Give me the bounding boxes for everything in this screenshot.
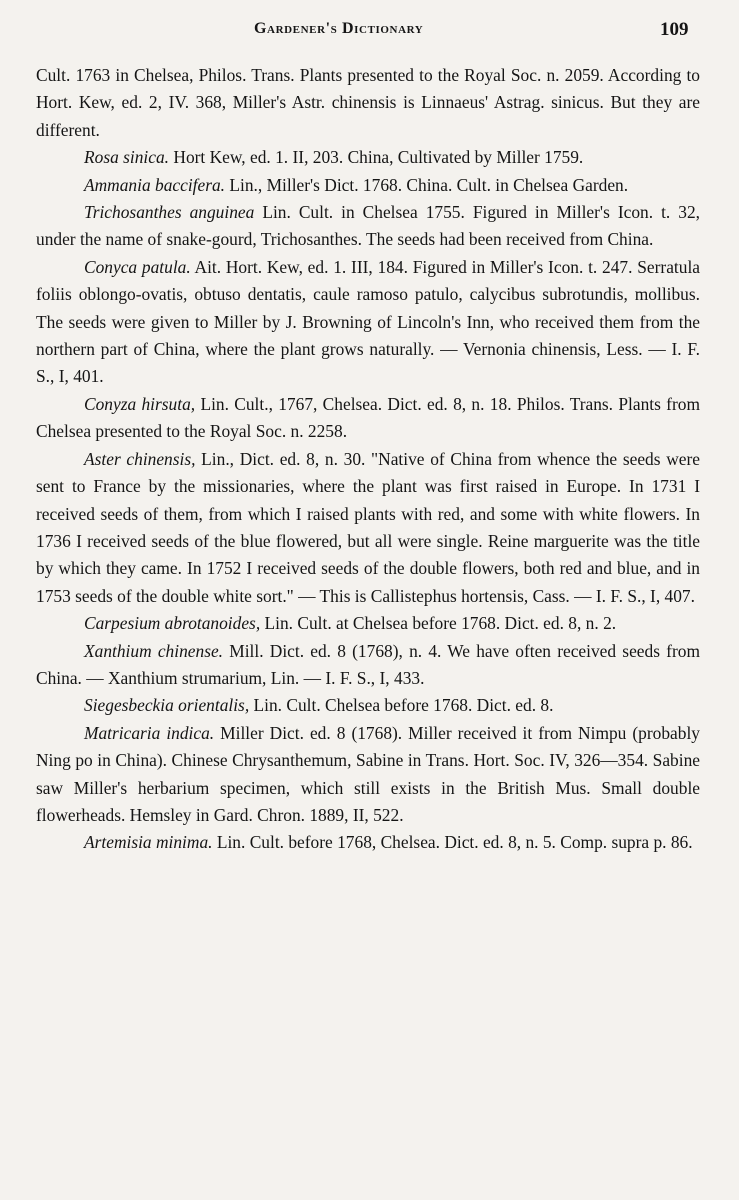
entry-text: Hort Kew, ed. 1. II, 203. China, Cultivated by Miller 1759. xyxy=(169,147,584,168)
entry-name: Carpesium abrotanoides, xyxy=(84,613,261,634)
entry-text: Lin. Cult. at Chelsea before 1768. Dict. ed. 8, n. 2. xyxy=(260,613,617,634)
entry-carpesium-abrotanoides xyxy=(36,610,700,637)
entry-name: Rosa sinica. xyxy=(84,147,170,168)
entry-matricaria-indica xyxy=(36,720,700,830)
page-number: 109 xyxy=(660,19,689,40)
entry-text: Mill. Dict. ed. 8 (1768), n. 4. We have often received seeds from China. — Xanthium strumarium, Lin. — I. F. S., I, 433. xyxy=(36,640,700,688)
entry-rosa-sinica xyxy=(36,144,700,171)
entry-name: Siegesbeckia orientalis, xyxy=(84,695,250,716)
entry-text: Lin. Cult. before 1768, Chelsea. Dict. ed. 8, n. 5. Comp. supra p. 86. xyxy=(212,832,693,853)
entry-ammania-baccifera xyxy=(36,172,700,199)
entry-text: Ait. Hort. Kew, ed. 1. III, 184. Figured in Miller's Icon. t. 247. Serratula foliis oblongo-ovatis, obtuso dentatis, caule ramoso patulo, calycibus subrotundis, mollibus. The seeds were given to Miller by J. Browning of Lincoln's Inn, who received them from the northern part of China, where the plant grows naturally. — Vernonia chinensis, Less. — I. F. S., I, 401. xyxy=(36,256,701,387)
entry-name: Ammania baccifera. xyxy=(84,174,226,195)
running-title: Gardener's Dictionary xyxy=(254,20,424,37)
entry-text: Cult. 1763 in Chelsea, Philos. Trans. Plants presented to the Royal Soc. n. 2059. According to Hort. Kew, ed. 2, IV. 368, Miller's Astr. chinensis is Linnaeus' Astrag. sinicus. But they are different. xyxy=(36,65,700,140)
running-header xyxy=(0,20,739,44)
entry-trichosanthes-anguinea xyxy=(36,199,700,254)
entry-name: Artemisia minima. xyxy=(84,832,213,853)
entry-conyza-hirsuta xyxy=(36,391,700,446)
body-text xyxy=(36,62,700,857)
entry-artemisia-minima xyxy=(36,829,700,856)
entry-name: Aster chinensis, xyxy=(84,448,196,469)
entry-name: Conyza hirsuta, xyxy=(84,393,196,414)
entry-aster-chinensis xyxy=(36,446,700,610)
entry-text: Miller Dict. ed. 8 (1768). Miller received it from Nimpu (probably Ning po in China). Chinese Chrysanthemum, Sabine in Trans. Hort. Soc. IV, 326—354. Sabine saw Miller's herbarium specimen, which still exists in the British Mus. Small double flowerheads. Hemsley in Gard. Chron. 1889, II, 522. xyxy=(36,722,700,825)
entry-continuation xyxy=(36,62,700,144)
entry-siegesbeckia-orientalis xyxy=(36,692,700,719)
entry-name: Xanthium chinense. xyxy=(84,640,224,661)
entry-text: Lin. Cult., 1767, Chelsea. Dict. ed. 8, n. 18. Philos. Trans. Plants from Chelsea presented to the Royal Soc. n. 2258. xyxy=(36,393,700,442)
entry-name: Matricaria indica. xyxy=(84,722,215,743)
entry-text: Lin., Dict. ed. 8, n. 30. "Native of China from whence the seeds were sent to France by the missionaries, where the plant was first raised in Europe. In 1731 I received seeds of them, from which I raised plants with red, and some with white flowers. In 1736 I received seeds of the blue flowered, but all were single. Reine marguerite was the title by which they came. In 1752 I received seeds of the double flowers, both red and blue, and in 1753 seeds of the double white sort." — This is Callistephus hortensis, Cass. — I. F. S., I, 407. xyxy=(36,448,700,606)
entry-conyca-patula xyxy=(36,254,700,391)
entry-text: Lin. Cult. Chelsea before 1768. Dict. ed. 8. xyxy=(249,695,554,716)
entry-name: Conyca patula. xyxy=(84,256,191,277)
entry-xanthium-chinense xyxy=(36,638,700,693)
entry-name: Trichosanthes anguinea xyxy=(84,202,255,223)
entry-text: Lin., Miller's Dict. 1768. China. Cult. in Chelsea Garden. xyxy=(225,174,629,195)
entry-text: Lin. Cult. in Chelsea 1755. Figured in Miller's Icon. t. 32, under the name of snake-gourd, Trichosanthes. The seeds had been received from China. xyxy=(36,202,700,250)
